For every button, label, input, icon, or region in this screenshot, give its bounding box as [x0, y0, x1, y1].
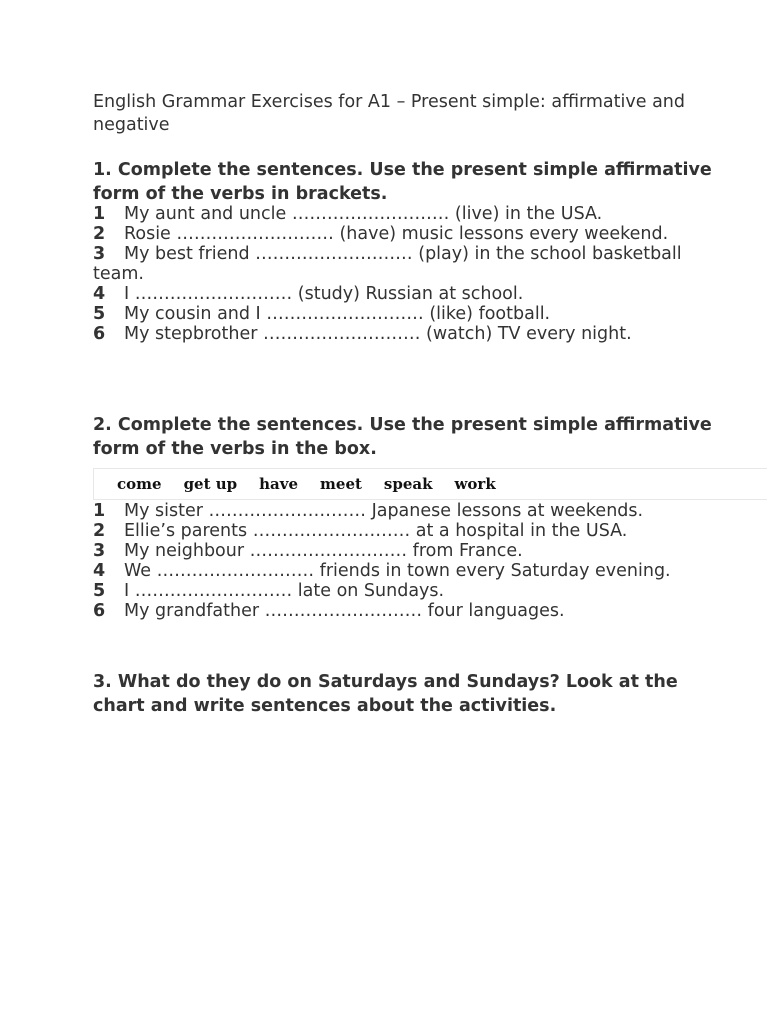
- item-number: 4: [93, 561, 106, 581]
- box-word: come: [117, 475, 162, 493]
- item-text: My neighbour ……………………… from France.: [124, 541, 523, 561]
- item-text: My cousin and I ……………………… (like) football.: [124, 304, 551, 324]
- item-text: My aunt and uncle ……………………… (live) in the USA.: [124, 204, 603, 224]
- list-item: [93, 244, 693, 284]
- list-item: [93, 284, 693, 304]
- item-text: I ……………………… (study) Russian at school.: [124, 284, 524, 304]
- box-word: have: [259, 475, 299, 493]
- box-word: meet: [320, 475, 362, 493]
- item-number: 2: [93, 521, 106, 541]
- item-text: My sister ……………………… Japanese lessons at weekends.: [124, 501, 644, 521]
- item-number: 3: [93, 541, 106, 561]
- item-number: 4: [93, 284, 106, 304]
- item-number: 6: [93, 324, 106, 344]
- word-box: [93, 468, 767, 500]
- item-text: Rosie ……………………… (have) music lessons every weekend.: [124, 224, 669, 244]
- document-title: English Grammar Exercises for A1 – Present simple: affirmative and negative: [93, 92, 685, 135]
- exercise-1-list: [93, 204, 693, 344]
- list-item: [93, 521, 693, 541]
- list-item: [93, 224, 693, 244]
- item-number: 6: [93, 601, 106, 621]
- item-number: 1: [93, 501, 106, 521]
- list-item: [93, 541, 693, 561]
- item-number: 5: [93, 581, 106, 601]
- exercise-2-list: [93, 501, 693, 621]
- list-item: [93, 324, 693, 344]
- item-text: We ……………………… friends in town every Saturday evening.: [124, 561, 671, 581]
- list-item: [93, 601, 693, 621]
- exercise-3-heading: 3. What do they do on Saturdays and Sundays? Look at the chart and write sentences about the activities.: [93, 672, 678, 716]
- exercise-2-heading: 2. Complete the sentences. Use the present simple affirmative form of the verbs in the box.: [93, 415, 712, 459]
- item-text: My best friend ……………………… (play) in the school basketball team.: [93, 244, 682, 284]
- item-number: 2: [93, 224, 106, 244]
- exercise-1-heading: 1. Complete the sentences. Use the present simple affirmative form of the verbs in brackets.: [93, 160, 712, 204]
- box-word: work: [454, 475, 496, 493]
- list-item: [93, 581, 693, 601]
- list-item: [93, 304, 693, 324]
- box-word: get up: [183, 475, 238, 493]
- item-text: My grandfather ……………………… four languages.: [124, 601, 565, 621]
- list-item: [93, 501, 693, 521]
- list-item: [93, 204, 693, 224]
- item-number: 3: [93, 244, 106, 264]
- list-item: [93, 561, 693, 581]
- item-text: I ……………………… late on Sundays.: [124, 581, 445, 601]
- item-text: Ellie’s parents ……………………… at a hospital in the USA.: [124, 521, 628, 541]
- item-number: 1: [93, 204, 106, 224]
- item-text: My stepbrother ……………………… (watch) TV every night.: [124, 324, 632, 344]
- item-number: 5: [93, 304, 106, 324]
- box-word: speak: [383, 475, 433, 493]
